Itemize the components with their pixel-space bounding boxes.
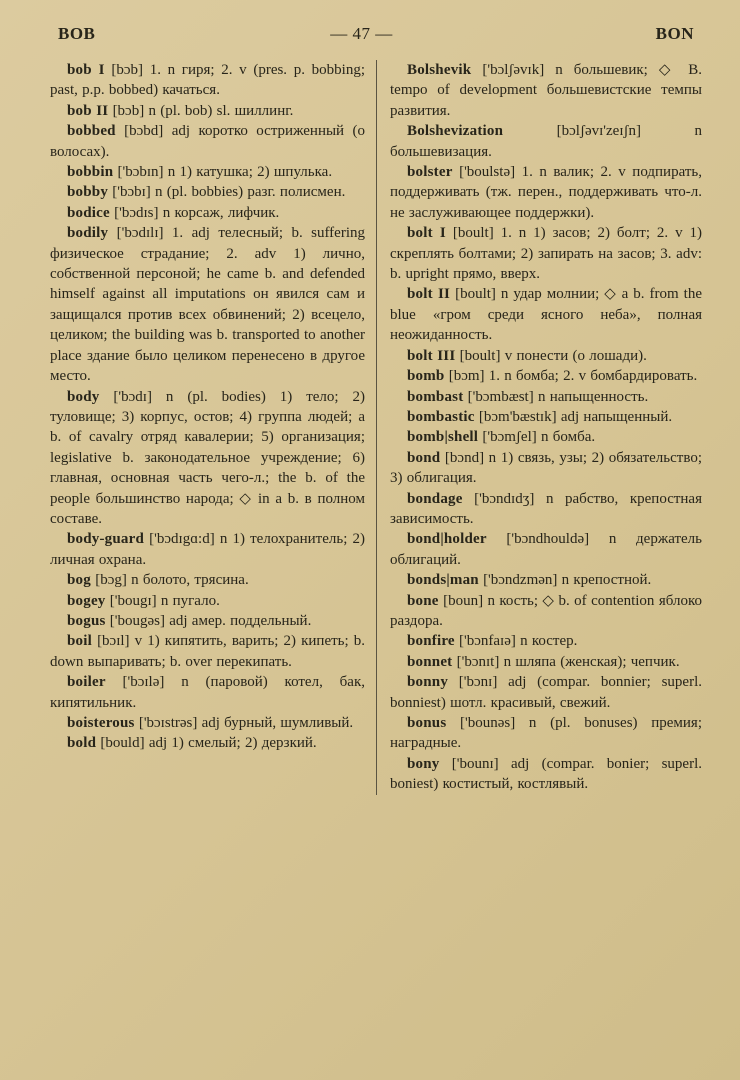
dictionary-entry: bombastic [bɔm'bæstɪk] adj напыщенный. xyxy=(407,408,673,425)
headword: bolt II xyxy=(407,286,451,303)
dictionary-entry: Bolshevik ['bɔlʃəvɪk] n большевик; ◇ B. tempo of development большевистские темпы развития. xyxy=(390,62,702,119)
dictionary-entry: bob I [bɔb] 1. n гиря; 2. v (pres. p. bobbing; past, p.p. bobbed) качаться. xyxy=(50,62,365,99)
dictionary-entry: bold [bould] adj 1) смелый; 2) дерзкий. xyxy=(67,735,317,752)
page-header xyxy=(50,24,702,44)
headword: bodily xyxy=(67,225,109,242)
headword: bodice xyxy=(67,204,110,221)
headword: bonfire xyxy=(407,633,455,650)
dictionary-entry: bob II [bɔb] n (pl. bob) sl. шиллинг. xyxy=(67,102,294,119)
dictionary-entry: bolt II [boult] n удар молнии; ◇ a b. from the blue «гром среди ясного неба», полная неожиданность. xyxy=(390,286,702,344)
headword: bobbed xyxy=(67,123,116,140)
dictionary-entry: bog [bɔg] n болото, трясина. xyxy=(67,572,249,589)
headword: bolster xyxy=(407,164,453,181)
dictionary-entry: bogus ['bougəs] adj амер. поддельный. xyxy=(67,612,312,629)
headword: bold xyxy=(67,735,97,752)
dictionary-entry: bogey ['bougɪ] n пугало. xyxy=(67,592,220,609)
headword: bond xyxy=(407,449,441,466)
headword: bog xyxy=(67,572,91,589)
headword: bondage xyxy=(407,490,463,507)
dictionary-entry: bodice ['bɔdɪs] n корсаж, лифчик. xyxy=(67,204,280,221)
headword: bony xyxy=(407,755,440,772)
headword: bobbin xyxy=(67,164,114,181)
headword: boil xyxy=(67,633,92,650)
headword: bone xyxy=(407,592,439,609)
dictionary-entry: bonus ['bounəs] n (pl. bonuses) премия; наградные. xyxy=(390,715,702,752)
dictionary-entry: boil [bɔɪl] v 1) кипятить, варить; 2) кипеть; b. down выпаривать; b. over перекипать. xyxy=(50,633,365,670)
dictionary-entry: bond [bɔnd] n 1) связь, узы; 2) обязательство; 3) облигация. xyxy=(390,449,702,487)
headword: bogey xyxy=(67,592,106,609)
headword: bonus xyxy=(407,715,447,731)
dictionary-entry: bolt I [boult] 1. n 1) засов; 2) болт; 2. v 1) скреплять болтами; 2) запирать на засов; 3. adv: b. upright прямо, вверх. xyxy=(390,225,702,283)
dictionary-entry: body-guard ['bɔdɪgɑ:d] n 1) телохранитель; 2) личная охрана. xyxy=(50,531,365,568)
dictionary-entry: bolster ['boulstə] 1. n валик; 2. v подпирать, поддерживать (тж. перен., поддерживать что-л. не заслуживающее поддержки). xyxy=(390,164,702,221)
dictionary-entry: bobby ['bɔbɪ] n (pl. bobbies) разг. полисмен. xyxy=(67,184,346,201)
text-columns xyxy=(50,60,702,795)
dictionary-entry: bolt III [boult] v понести (о лошади). xyxy=(407,347,647,364)
dictionary-entry: bombast ['bɔmbæst] n напыщенность. xyxy=(407,388,649,405)
headword: body xyxy=(67,388,100,405)
dictionary-entry: bony ['bounɪ] adj (compar. bonier; superl. boniest) костистый, костлявый. xyxy=(390,755,702,793)
headword: bonny xyxy=(407,674,449,691)
dictionary-entry: bonds|man ['bɔndzmən] n крепостной. xyxy=(407,572,652,589)
headword: bombast xyxy=(407,388,464,405)
headword: bob I xyxy=(67,62,105,78)
dictionary-entry: bone [boun] n кость; ◇ b. of contention яблоко раздора. xyxy=(390,592,702,629)
headword: bobby xyxy=(67,184,109,201)
dictionary-entry: bonfire ['bɔnfaɪə] n костер. xyxy=(407,633,578,650)
headword: bogus xyxy=(67,612,106,629)
dictionary-entry: bondage ['bɔndɪdʒ] n рабство, крепостная зависимость. xyxy=(390,490,702,527)
column-left xyxy=(50,60,376,795)
headword: bond|holder xyxy=(407,531,487,548)
column-right xyxy=(376,60,702,795)
headword: bonnet xyxy=(407,653,453,670)
dictionary-entry: bond|holder ['bɔndhouldə] n держатель облигаций. xyxy=(390,531,702,568)
dictionary-entry: boiler ['bɔɪlə] n (паровой) котел, бак, кипятильник. xyxy=(50,674,365,711)
headword: bob II xyxy=(67,102,109,119)
dictionary-entry: bomb [bɔm] 1. n бомба; 2. v бомбардировать. xyxy=(407,368,698,385)
header-right-guideword: BON xyxy=(655,24,694,43)
dictionary-entry: bobbed [bɔbd] adj коротко остриженный (о волосах). xyxy=(50,123,365,160)
dictionary-entry: Bolshevization [bɔlʃəvɪ'zeɪʃn] n большевизация. xyxy=(390,123,702,160)
headword: bomb|shell xyxy=(407,429,479,446)
dictionary-entry: bonny ['bɔnɪ] adj (compar. bonnier; superl. bonniest) шотл. красивый, свежий. xyxy=(390,674,702,711)
headword: boiler xyxy=(67,674,106,691)
dictionary-entry: bomb|shell ['bɔmʃel] n бомба. xyxy=(407,429,596,446)
dictionary-entry: bodily ['bɔdɪlɪ] 1. adj телесный; b. suffering физическое страдание; 2. adv 1) лично, собственной персоной; he came b. and defended himself against all imputations он явился сам и защищался против всех обвинений; 2) всецело, целиком; the building was b. transported to another place здание было целиком перенесено в другое место. xyxy=(50,225,365,385)
headword: Bolshevik xyxy=(407,62,472,78)
headword: Bolshevization xyxy=(407,123,504,140)
dictionary-entry: boisterous ['bɔɪstrəs] adj бурный, шумливый. xyxy=(67,715,354,731)
dictionary-entry: bobbin ['bɔbɪn] n 1) катушка; 2) шпулька. xyxy=(67,164,333,181)
headword: bolt III xyxy=(407,347,456,364)
headword: body-guard xyxy=(67,531,145,548)
header-left-guideword: BOB xyxy=(58,24,96,43)
headword: bolt I xyxy=(407,225,446,242)
dictionary-entry: bonnet ['bɔnɪt] n шляпа (женская); чепчик. xyxy=(407,653,680,670)
dictionary-entry: body ['bɔdɪ] n (pl. bodies) 1) тело; 2) туловище; 3) корпус, остов; 4) группа людей; a b. of cavalry отряд кавалерии; 5) организация; legislative b. законодательное учреждение; 6) главная, основная часть чего-л.; the b. of the people большинство народа; ◇ in a b. в полном составе. xyxy=(50,388,365,527)
headword: bomb xyxy=(407,368,445,385)
headword: bonds|man xyxy=(407,572,479,589)
page-number: — 47 — xyxy=(330,24,393,43)
headword: boisterous xyxy=(67,715,135,731)
headword: bombastic xyxy=(407,408,475,425)
